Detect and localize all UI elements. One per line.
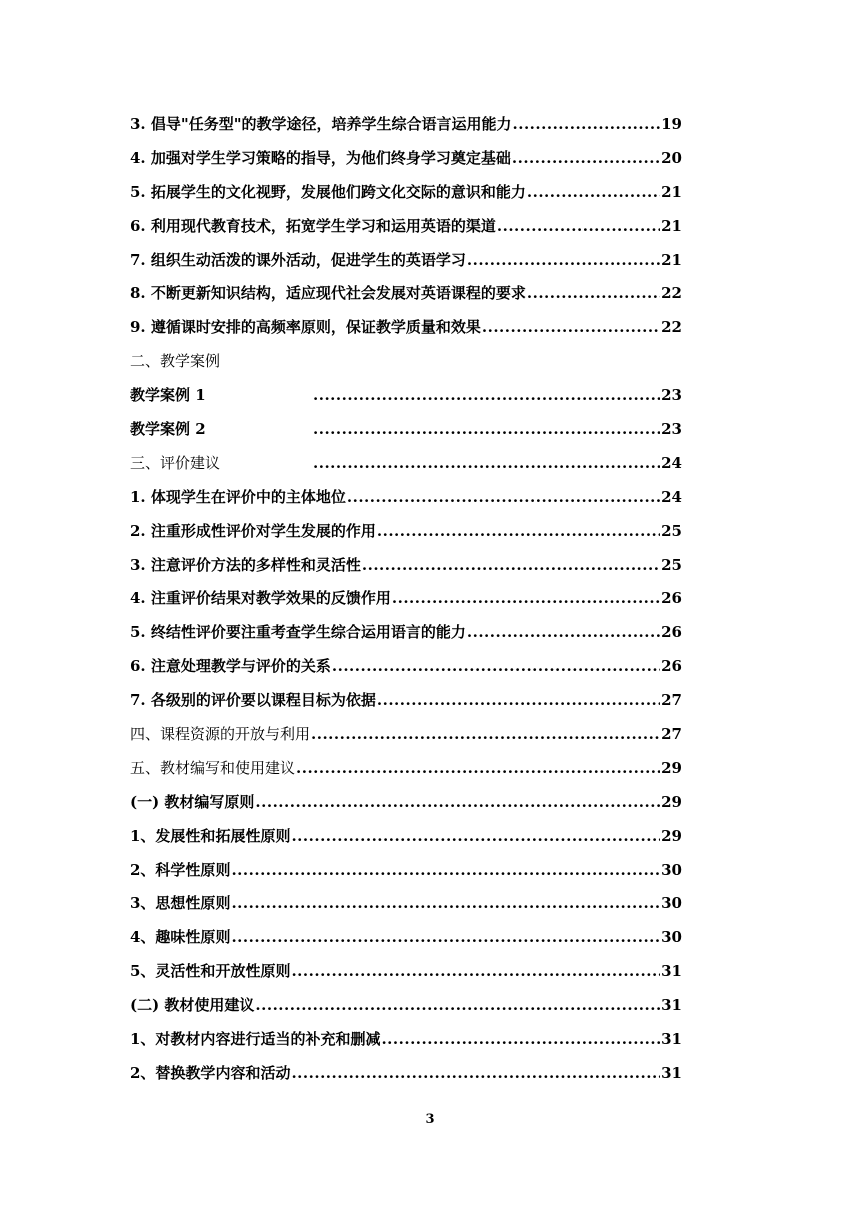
toc-entry-title: 9. 遵循课时安排的高频率原则，保证教学质量和效果 bbox=[130, 318, 481, 337]
dot-leader bbox=[231, 921, 660, 955]
toc-entry-page: 21 bbox=[661, 182, 682, 201]
toc-entry-page: 29 bbox=[661, 826, 682, 845]
toc-entry-title: 2、科学性原则 bbox=[130, 860, 231, 879]
dot-leader bbox=[296, 752, 660, 786]
toc-entry-title: 3. 倡导"任务型"的教学途径，培养学生综合语言运用能力 bbox=[130, 115, 512, 133]
toc-entry-title: 4. 注重评价结果对教学效果的反馈作用 bbox=[130, 589, 391, 608]
dot-leader bbox=[467, 244, 660, 278]
toc-entry[interactable] bbox=[130, 515, 682, 549]
toc-entry-title: (二) 教材使用建议 bbox=[130, 996, 255, 1015]
toc-entry[interactable] bbox=[130, 887, 682, 921]
dot-leader bbox=[467, 616, 660, 650]
dot-leader bbox=[255, 786, 660, 820]
toc-entry[interactable] bbox=[130, 176, 682, 210]
toc-entry-page: 31 bbox=[661, 996, 682, 1015]
dot-leader bbox=[313, 413, 660, 447]
toc-entry[interactable] bbox=[130, 244, 682, 278]
toc-entry-title: 6. 注意处理教学与评价的关系 bbox=[130, 657, 331, 676]
toc-entry-page: 26 bbox=[661, 657, 682, 676]
dot-leader bbox=[291, 955, 660, 989]
toc-section-heading[interactable] bbox=[130, 345, 682, 379]
toc-entry-page: 23 bbox=[661, 386, 682, 405]
toc-entry-page: 31 bbox=[661, 962, 682, 981]
toc-entry-title: 教学案例 1 bbox=[130, 386, 206, 405]
toc-entry[interactable] bbox=[130, 277, 682, 311]
dot-leader bbox=[347, 481, 660, 515]
toc-entry-page: 29 bbox=[661, 792, 682, 811]
toc-entry-title: 3、思想性原则 bbox=[130, 894, 231, 913]
toc-entry[interactable] bbox=[130, 413, 682, 447]
toc-entry-page: 31 bbox=[661, 1030, 682, 1049]
toc-entry-page: 27 bbox=[661, 725, 682, 744]
toc-entry[interactable] bbox=[130, 142, 682, 176]
toc-entry-title: 1、对教材内容进行适当的补充和删减 bbox=[130, 1030, 381, 1049]
toc-section-heading[interactable] bbox=[130, 447, 682, 481]
toc-entry-page: 19 bbox=[661, 115, 682, 133]
table-of-contents bbox=[130, 108, 682, 1091]
dot-leader bbox=[291, 820, 660, 854]
toc-entry-page: 30 bbox=[661, 860, 682, 879]
toc-entry-title: 8. 不断更新知识结构，适应现代社会发展对英语课程的要求 bbox=[130, 284, 526, 303]
toc-entry-page: 26 bbox=[661, 623, 682, 642]
toc-entry-page: 25 bbox=[661, 521, 682, 540]
dot-leader bbox=[512, 142, 660, 176]
dot-leader bbox=[231, 854, 660, 888]
toc-entry-page: 21 bbox=[661, 216, 682, 235]
toc-entry-page: 22 bbox=[661, 284, 682, 303]
dot-leader bbox=[231, 887, 660, 921]
toc-entry-title: (一) 教材编写原则 bbox=[130, 792, 255, 811]
toc-entry-page: 22 bbox=[661, 318, 682, 337]
toc-entry-title: 6. 利用现代教育技术，拓宽学生学习和运用英语的渠道 bbox=[130, 216, 496, 235]
toc-entry-title: 3. 注意评价方法的多样性和灵活性 bbox=[130, 555, 361, 574]
toc-section-heading[interactable] bbox=[130, 718, 682, 752]
toc-entry[interactable] bbox=[130, 684, 682, 718]
toc-entry-title: 五、教材编写和使用建议 bbox=[130, 758, 296, 777]
dot-leader bbox=[377, 515, 660, 549]
toc-entry[interactable] bbox=[130, 311, 682, 345]
dot-leader bbox=[482, 311, 660, 345]
toc-entry[interactable] bbox=[130, 989, 682, 1023]
toc-entry[interactable] bbox=[130, 921, 682, 955]
dot-leader bbox=[497, 210, 660, 244]
toc-entry[interactable] bbox=[130, 1057, 682, 1091]
toc-entry-title: 5. 终结性评价要注重考查学生综合运用语言的能力 bbox=[130, 623, 466, 642]
toc-entry[interactable] bbox=[130, 108, 682, 142]
dot-leader bbox=[255, 989, 660, 1023]
toc-entry[interactable] bbox=[130, 955, 682, 989]
toc-entry-title: 4. 加强对学生学习策略的指导，为他们终身学习奠定基础 bbox=[130, 148, 511, 167]
dot-leader bbox=[313, 379, 660, 413]
dot-leader bbox=[513, 108, 661, 142]
toc-entry[interactable] bbox=[130, 650, 682, 684]
toc-entry[interactable] bbox=[130, 210, 682, 244]
toc-entry-page: 29 bbox=[661, 758, 682, 777]
toc-entry-page: 21 bbox=[661, 250, 682, 269]
dot-leader bbox=[291, 1057, 660, 1091]
toc-entry-title: 7. 组织生动活泼的课外活动，促进学生的英语学习 bbox=[130, 250, 466, 269]
toc-entry-title: 5. 拓展学生的文化视野，发展他们跨文化交际的意识和能力 bbox=[130, 182, 526, 201]
dot-leader bbox=[392, 582, 660, 616]
toc-entry[interactable] bbox=[130, 379, 682, 413]
toc-entry[interactable] bbox=[130, 549, 682, 583]
toc-entry-title: 四、课程资源的开放与利用 bbox=[130, 725, 311, 744]
toc-entry-page: 23 bbox=[661, 420, 682, 439]
toc-entry-page: 25 bbox=[661, 555, 682, 574]
toc-entry[interactable] bbox=[130, 1023, 682, 1057]
toc-entry[interactable] bbox=[130, 582, 682, 616]
toc-entry-page: 26 bbox=[661, 589, 682, 608]
dot-leader bbox=[527, 176, 660, 210]
toc-entry-page: 30 bbox=[661, 928, 682, 947]
toc-entry-page: 30 bbox=[661, 894, 682, 913]
dot-leader bbox=[377, 684, 660, 718]
toc-entry-title: 三、评价建议 bbox=[130, 453, 221, 472]
page-number: 3 bbox=[425, 1112, 435, 1127]
toc-entry-title: 教学案例 2 bbox=[130, 420, 206, 439]
toc-entry[interactable] bbox=[130, 854, 682, 888]
dot-leader bbox=[332, 650, 660, 684]
toc-entry[interactable] bbox=[130, 481, 682, 515]
toc-entry-title: 2、替换教学内容和活动 bbox=[130, 1063, 291, 1082]
dot-leader bbox=[381, 1023, 660, 1057]
dot-leader bbox=[313, 447, 660, 481]
dot-leader bbox=[527, 277, 660, 311]
toc-entry-title: 2. 注重形成性评价对学生发展的作用 bbox=[130, 521, 376, 540]
toc-entry-page: 27 bbox=[661, 691, 682, 710]
toc-entry-title: 二、教学案例 bbox=[130, 352, 221, 371]
toc-entry[interactable] bbox=[130, 616, 682, 650]
toc-entry[interactable] bbox=[130, 786, 682, 820]
toc-entry-title: 1. 体现学生在评价中的主体地位 bbox=[130, 487, 346, 506]
toc-section-heading[interactable] bbox=[130, 752, 682, 786]
toc-entry-title: 7. 各级别的评价要以课程目标为依据 bbox=[130, 691, 376, 710]
toc-entry-page: 24 bbox=[661, 487, 682, 506]
toc-entry-title: 5、灵活性和开放性原则 bbox=[130, 962, 291, 981]
dot-leader bbox=[311, 718, 660, 752]
toc-entry-page: 31 bbox=[661, 1063, 682, 1082]
toc-entry-title: 4、趣味性原则 bbox=[130, 928, 231, 947]
toc-entry[interactable] bbox=[130, 820, 682, 854]
toc-entry-title: 1、发展性和拓展性原则 bbox=[130, 826, 291, 845]
toc-entry-page: 20 bbox=[661, 148, 682, 167]
toc-entry-page: 24 bbox=[661, 453, 682, 472]
dot-leader bbox=[362, 549, 660, 583]
